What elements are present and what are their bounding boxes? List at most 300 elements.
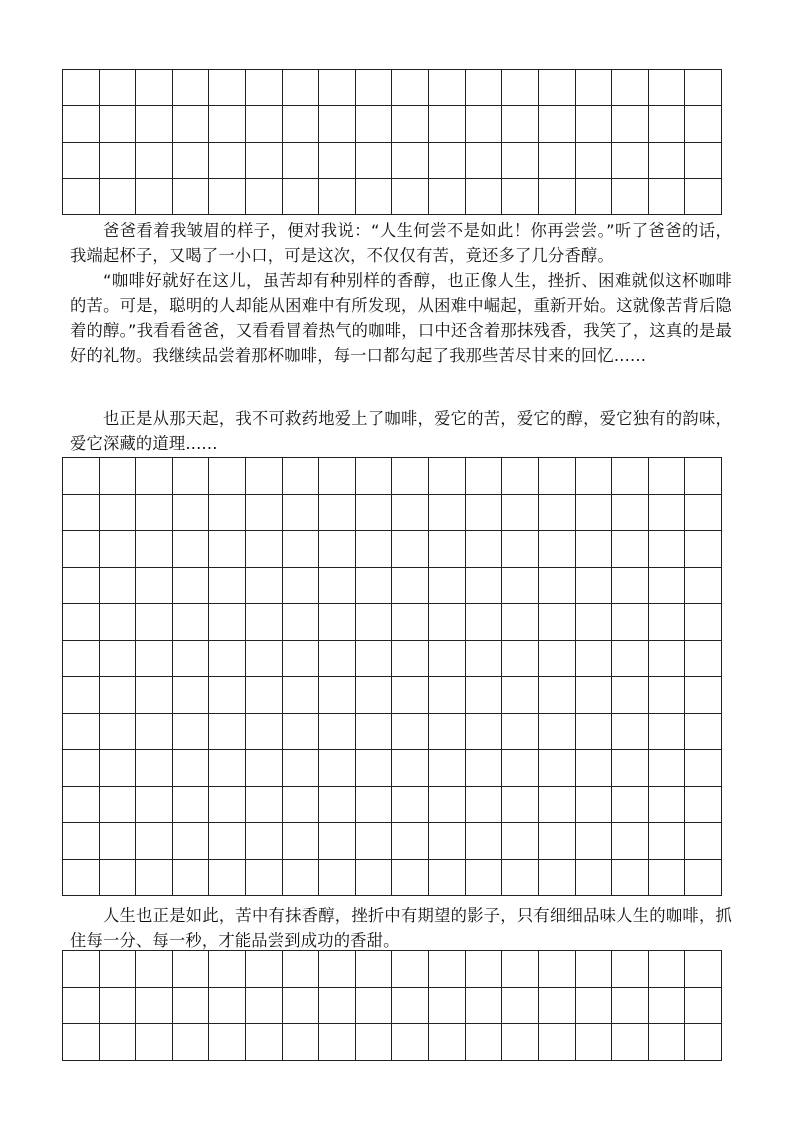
grid-cell [246,641,283,678]
grid-cell [100,787,137,824]
grid-cell [319,604,356,641]
grid-cell [100,823,137,860]
grid-cell [63,677,100,714]
grid-cell [283,604,320,641]
grid-cell [246,179,283,215]
grid-cell [319,495,356,532]
grid-cell [356,714,393,751]
grid-cell [356,531,393,568]
grid-cell [612,714,649,751]
grid-cell [173,714,210,751]
grid-cell [466,70,503,106]
grid-cell [649,677,686,714]
grid-cell [209,1024,246,1061]
grid-cell [246,143,283,179]
grid-cell [429,568,466,605]
grid-cell [539,988,576,1025]
grid-cell [63,787,100,824]
grid-cell [502,823,539,860]
grid-cell [539,1024,576,1061]
grid-cell [246,787,283,824]
grid-cell [136,531,173,568]
grid-cell [539,823,576,860]
grid-cell [466,951,503,988]
grid-cell [502,495,539,532]
grid-cell [209,531,246,568]
grid-cell [209,106,246,142]
grid-cell [539,458,576,495]
grid-cell [319,677,356,714]
grid-cell [63,143,100,179]
grid-cell [246,823,283,860]
grid-cell [100,495,137,532]
grid-cell [502,641,539,678]
grid-cell [63,823,100,860]
grid-cell [649,143,686,179]
grid-cell [392,106,429,142]
grid-cell [100,714,137,751]
grid-cell [539,951,576,988]
grid-cell [649,106,686,142]
grid-cell [539,70,576,106]
grid-cell [466,531,503,568]
grid-cell [685,677,722,714]
grid-cell [429,750,466,787]
grid-cell [612,677,649,714]
grid-cell [319,1024,356,1061]
grid-cell [136,106,173,142]
grid-cell [576,70,613,106]
grid-cell [466,143,503,179]
grid-cell [612,750,649,787]
grid-cell [356,70,393,106]
grid-cell [429,495,466,532]
grid-cell [136,495,173,532]
grid-cell [466,988,503,1025]
grid-cell [576,750,613,787]
grid-cell [502,677,539,714]
grid-cell [649,750,686,787]
grid-cell [466,495,503,532]
grid-cell [283,458,320,495]
grid-cell [209,179,246,215]
grid-cell [100,677,137,714]
grid-cell [576,988,613,1025]
grid-cell [429,1024,466,1061]
grid-cell [100,604,137,641]
grid-cell [173,641,210,678]
grid-cell [649,568,686,605]
grid-cell [100,106,137,142]
grid-cell [685,787,722,824]
grid-cell [283,677,320,714]
grid-cell [63,1024,100,1061]
grid-cell [685,106,722,142]
grid-cell [429,143,466,179]
grid-cell [685,823,722,860]
grid-cell [283,787,320,824]
grid-cell [429,823,466,860]
grid-cell [136,860,173,897]
grid-cell [502,988,539,1025]
grid-cell [392,787,429,824]
grid-cell [63,495,100,532]
grid-cell [173,143,210,179]
grid-cell [612,604,649,641]
grid-cell [209,860,246,897]
grid-cell [392,641,429,678]
grid-cell [356,787,393,824]
grid-cell [356,458,393,495]
essay-paragraph-2: “咖啡好就好在这儿，虽苦却有种别样的香醇，也正像人生，挫折、困难就似这杯咖啡的苦。可是，聪明的人却能从困难中有所发现，从困难中崛起，重新开始。这就像苦背后隐着的醇。”我看看爸爸，又看看冒着热气的咖啡，口中还含着那抹残香，我笑了，这真的是最好的礼物。我继续品尝着那杯咖啡，每一口都勾起了我那些苦尽甘来的回忆...... [70,271,732,365]
grid-cell [173,531,210,568]
grid-cell [63,604,100,641]
grid-cell [466,179,503,215]
grid-cell [612,641,649,678]
grid-cell [576,604,613,641]
grid-cell [246,458,283,495]
grid-cell [356,677,393,714]
grid-cell [539,568,576,605]
essay-paragraph-3: 也正是从那天起，我不可救药地爱上了咖啡，爱它的苦，爱它的醇，爱它独有的韵味，爱它深藏的道理...... [70,409,732,453]
grid-cell [136,787,173,824]
grid-cell [392,823,429,860]
grid-cell [100,70,137,106]
grid-cell [649,641,686,678]
grid-cell [539,677,576,714]
grid-cell [649,787,686,824]
grid-cell [685,179,722,215]
grid-cell [136,1024,173,1061]
grid-cell [283,106,320,142]
grid-cell [392,988,429,1025]
grid-cell [649,823,686,860]
grid-cell [319,823,356,860]
grid-cell [209,750,246,787]
grid-cell [173,458,210,495]
grid-cell [209,70,246,106]
grid-cell [246,604,283,641]
grid-cell [319,988,356,1025]
grid-cell [319,750,356,787]
grid-cell [392,860,429,897]
grid-cell [429,951,466,988]
grid-cell [612,988,649,1025]
grid-cell [612,106,649,142]
grid-cell [539,750,576,787]
grid-cell [283,988,320,1025]
grid-cell [63,106,100,142]
grid-cell [429,531,466,568]
grid-cell [612,495,649,532]
grid-cell [576,495,613,532]
grid-cell [283,823,320,860]
grid-cell [356,641,393,678]
grid-cell [283,70,320,106]
grid-cell [685,531,722,568]
grid-cell [173,823,210,860]
grid-cell [209,641,246,678]
grid-cell [246,951,283,988]
grid-cell [283,1024,320,1061]
grid-cell [685,714,722,751]
grid-cell [246,106,283,142]
grid-cell [502,179,539,215]
grid-cell [539,860,576,897]
grid-cell [576,860,613,897]
grid-cell [136,143,173,179]
grid-cell [612,70,649,106]
grid-cell [63,988,100,1025]
grid-cell [319,179,356,215]
grid-cell [612,823,649,860]
grid-cell [612,951,649,988]
grid-cell [136,951,173,988]
grid-cell [685,458,722,495]
grid-cell [209,677,246,714]
grid-cell [649,495,686,532]
grid-cell [283,714,320,751]
grid-cell [246,531,283,568]
grid-cell [392,568,429,605]
grid-cell [466,860,503,897]
grid-cell [649,951,686,988]
grid-cell [319,568,356,605]
grid-cell [539,143,576,179]
grid-cell [246,988,283,1025]
grid-cell [100,1024,137,1061]
grid-cell [649,1024,686,1061]
writing-grid-top [62,69,722,215]
grid-cell [429,677,466,714]
grid-cell [136,988,173,1025]
grid-cell [283,495,320,532]
grid-cell [209,823,246,860]
grid-cell [173,750,210,787]
grid-cell [392,750,429,787]
grid-cell [429,988,466,1025]
grid-cell [100,988,137,1025]
grid-cell [100,568,137,605]
grid-cell [283,860,320,897]
grid-cell [685,604,722,641]
grid-cell [209,787,246,824]
grid-cell [356,860,393,897]
grid-cell [63,860,100,897]
grid-cell [466,568,503,605]
grid-cell [136,641,173,678]
grid-cell [612,568,649,605]
grid-cell [392,495,429,532]
grid-cell [283,179,320,215]
grid-cell [136,568,173,605]
grid-cell [319,787,356,824]
grid-cell [63,179,100,215]
grid-cell [685,70,722,106]
grid-cell [392,70,429,106]
grid-cell [649,604,686,641]
grid-cell [539,714,576,751]
grid-cell [136,750,173,787]
grid-cell [649,70,686,106]
grid-cell [356,106,393,142]
grid-cell [319,641,356,678]
grid-cell [576,568,613,605]
grid-cell [173,787,210,824]
grid-cell [100,750,137,787]
grid-cell [685,1024,722,1061]
grid-cell [612,143,649,179]
grid-cell [63,951,100,988]
grid-cell [612,1024,649,1061]
grid-cell [100,458,137,495]
essay-paragraph-4: 人生也正是如此，苦中有抹香醇，挫折中有期望的影子，只有细细品味人生的咖啡，抓住每一分、每一秒，才能品尝到成功的香甜。 [70,906,732,950]
grid-cell [100,179,137,215]
grid-cell [319,458,356,495]
grid-cell [100,860,137,897]
grid-cell [63,70,100,106]
grid-cell [502,714,539,751]
grid-cell [539,604,576,641]
grid-cell [283,568,320,605]
grid-cell [100,143,137,179]
grid-cell [685,988,722,1025]
grid-cell [392,677,429,714]
grid-cell [466,677,503,714]
grid-cell [576,677,613,714]
grid-cell [392,951,429,988]
grid-cell [502,860,539,897]
grid-cell [173,568,210,605]
grid-cell [649,714,686,751]
grid-cell [209,988,246,1025]
grid-cell [466,604,503,641]
grid-cell [283,143,320,179]
grid-cell [173,1024,210,1061]
grid-cell [466,714,503,751]
grid-cell [612,179,649,215]
grid-cell [173,604,210,641]
grid-cell [319,106,356,142]
grid-cell [685,860,722,897]
grid-cell [100,531,137,568]
grid-cell [246,495,283,532]
grid-cell [392,179,429,215]
grid-cell [283,531,320,568]
grid-cell [539,495,576,532]
grid-cell [612,531,649,568]
grid-cell [576,458,613,495]
grid-cell [576,823,613,860]
grid-cell [356,179,393,215]
grid-cell [502,458,539,495]
grid-cell [209,458,246,495]
grid-cell [429,860,466,897]
grid-cell [246,714,283,751]
grid-cell [429,787,466,824]
grid-cell [319,143,356,179]
grid-cell [466,750,503,787]
grid-cell [649,179,686,215]
grid-cell [429,458,466,495]
grid-cell [649,531,686,568]
grid-cell [136,179,173,215]
grid-cell [100,641,137,678]
grid-cell [319,70,356,106]
grid-cell [136,823,173,860]
grid-cell [356,988,393,1025]
grid-cell [209,495,246,532]
grid-cell [319,951,356,988]
grid-cell [63,568,100,605]
grid-cell [246,677,283,714]
grid-cell [539,787,576,824]
grid-cell [246,860,283,897]
grid-cell [173,70,210,106]
grid-cell [466,106,503,142]
grid-cell [173,988,210,1025]
grid-cell [63,750,100,787]
grid-cell [649,988,686,1025]
grid-cell [429,179,466,215]
grid-cell [502,750,539,787]
grid-cell [576,787,613,824]
grid-cell [136,70,173,106]
grid-cell [576,143,613,179]
grid-cell [356,1024,393,1061]
grid-cell [539,531,576,568]
grid-cell [319,860,356,897]
writing-grid-middle [62,457,722,896]
grid-cell [136,714,173,751]
grid-cell [136,458,173,495]
grid-cell [502,568,539,605]
grid-cell [392,1024,429,1061]
grid-cell [173,495,210,532]
grid-cell [502,604,539,641]
grid-cell [502,106,539,142]
grid-cell [429,106,466,142]
grid-cell [576,106,613,142]
grid-cell [209,604,246,641]
grid-cell [246,1024,283,1061]
grid-cell [539,179,576,215]
grid-cell [209,951,246,988]
grid-cell [612,458,649,495]
grid-cell [612,860,649,897]
grid-cell [63,458,100,495]
grid-cell [136,604,173,641]
grid-cell [576,714,613,751]
grid-cell [502,787,539,824]
grid-cell [649,458,686,495]
grid-cell [136,677,173,714]
grid-cell [356,750,393,787]
grid-cell [209,714,246,751]
grid-cell [502,951,539,988]
grid-cell [392,714,429,751]
grid-cell [576,1024,613,1061]
grid-cell [209,568,246,605]
grid-cell [356,495,393,532]
grid-cell [502,1024,539,1061]
grid-cell [392,143,429,179]
grid-cell [63,641,100,678]
grid-cell [649,860,686,897]
grid-cell [502,531,539,568]
grid-cell [466,823,503,860]
grid-cell [576,641,613,678]
